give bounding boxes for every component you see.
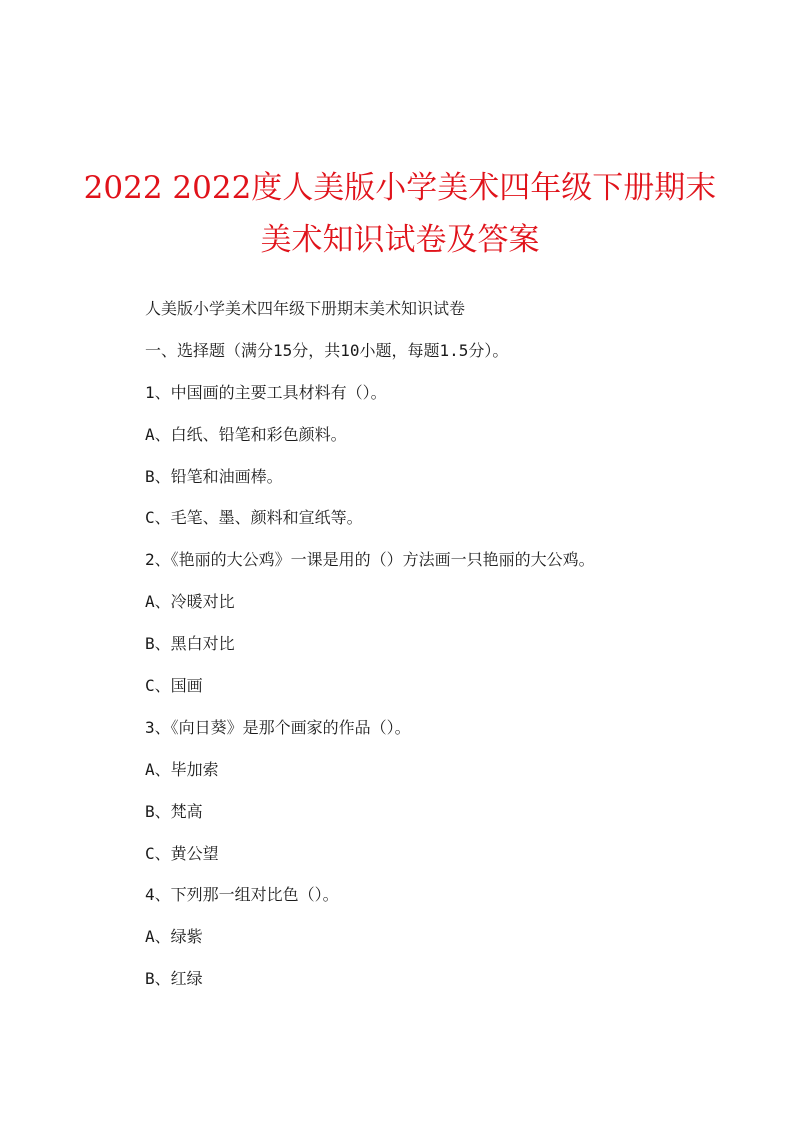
question-1: 1、中国画的主要工具材料有（）。 (145, 382, 387, 402)
section-heading: 一、选择题（满分15分，共10小题，每题1.5分）。 (145, 340, 509, 360)
title-line-2: 美术知识试卷及答案 (260, 222, 540, 258)
question-3-option-a: A、毕加索 (145, 759, 219, 779)
question-3: 3、《向日葵》是那个画家的作品（）。 (145, 717, 411, 737)
document-body (145, 293, 765, 1005)
title-line-1: 2022 2022度人美版小学美术四年级下册期末 (83, 170, 717, 206)
subtitle: 人美版小学美术四年级下册期末美术知识试卷 (145, 299, 466, 318)
question-1-option-c: C、毛笔、墨、颜料和宣纸等。 (145, 508, 363, 528)
question-2-option-b: B、黑白对比 (145, 634, 235, 654)
question-2: 2、《艳丽的大公鸡》一课是用的（）方法画一只艳丽的大公鸡。 (145, 550, 595, 570)
question-2-option-c: C、国画 (145, 676, 203, 696)
question-1-option-b: B、铅笔和油画棒。 (145, 466, 283, 486)
question-1-option-a: A、白纸、铅笔和彩色颜料。 (145, 424, 347, 444)
question-4-option-b: B、红绿 (145, 969, 203, 989)
question-3-option-c: C、黄公望 (145, 843, 219, 863)
question-2-option-a: A、冷暖对比 (145, 592, 235, 612)
question-4: 4、下列那一组对比色（）。 (145, 885, 339, 905)
question-3-option-b: B、梵高 (145, 801, 203, 821)
document-title (0, 162, 800, 266)
question-4-option-a: A、绿紫 (145, 927, 203, 947)
